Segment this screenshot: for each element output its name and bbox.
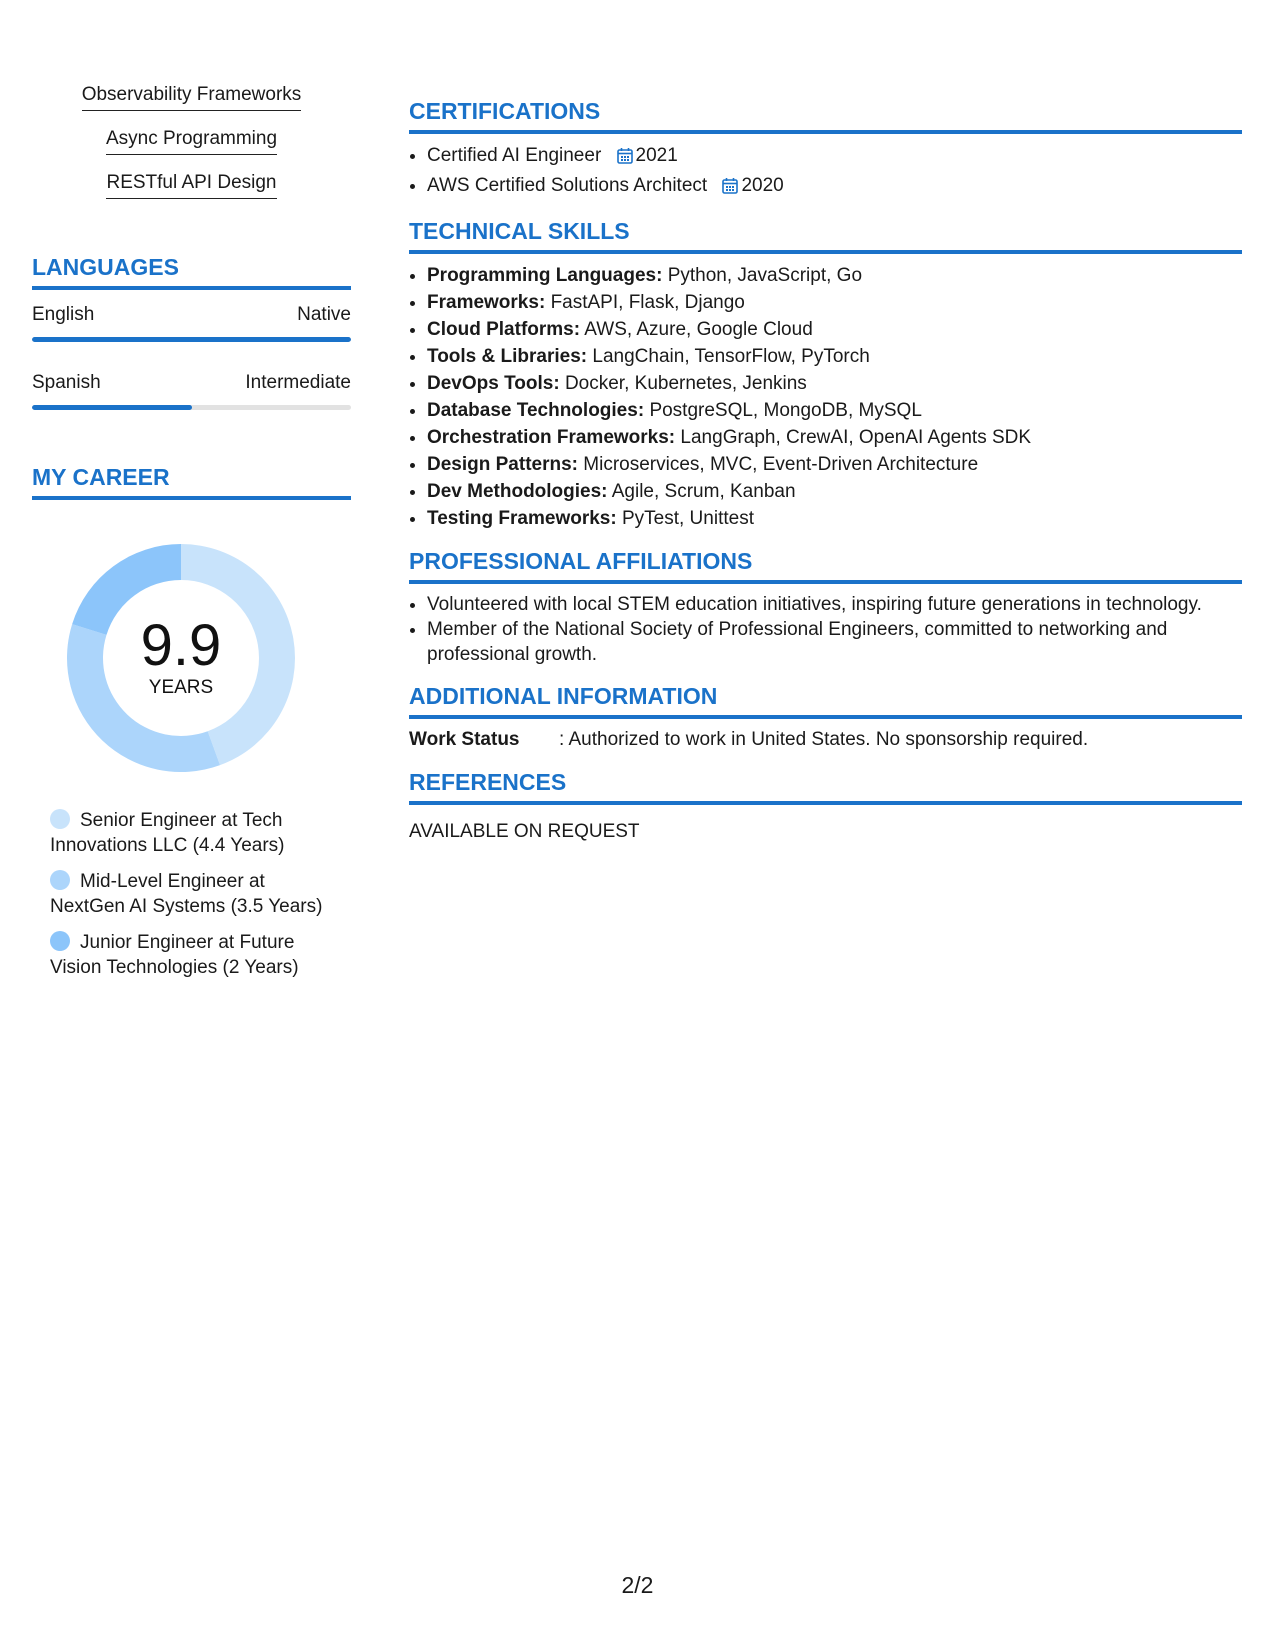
skill-value: AWS, Azure, Google Cloud: [584, 319, 813, 340]
skill-value: Python, JavaScript, Go: [667, 265, 863, 286]
list-item: [427, 478, 1242, 505]
legend-label: Senior Engineer at Tech Innovations LLC (4.4 Years): [50, 810, 285, 856]
list-item: [427, 343, 1242, 370]
list-item: [427, 424, 1242, 451]
affiliations-title: PROFESSIONAL AFFILIATIONS: [409, 546, 1242, 584]
skill-value: PostgreSQL, MongoDB, MySQL: [649, 400, 922, 421]
certifications-title: CERTIFICATIONS: [409, 96, 1242, 134]
legend-item: [50, 930, 340, 980]
languages-section: [32, 252, 351, 410]
career-title: MY CAREER: [32, 462, 351, 500]
language-bar: [32, 405, 351, 410]
languages-title: LANGUAGES: [32, 252, 351, 290]
technical-skills-section: [409, 216, 1242, 532]
references-text: AVAILABLE ON REQUEST: [409, 821, 640, 842]
list-item: • Volunteered with local STEM education initiatives, inspiring future generations in technology.: [427, 592, 1242, 617]
skill-label: Tools & Libraries:: [427, 346, 588, 367]
page-number: 2/2: [621, 1572, 654, 1598]
skill-label: Frameworks:: [427, 292, 546, 313]
language-bar: [32, 337, 351, 342]
legend-label: Mid-Level Engineer at NextGen AI Systems (3.5 Years): [50, 871, 323, 917]
skill-tag: Observability Frameworks: [82, 82, 302, 111]
calendar-icon: [617, 145, 633, 172]
additional-info-section: [409, 681, 1242, 753]
language-name: Spanish: [32, 372, 101, 393]
legend-label: Junior Engineer at Future Vision Technologies (2 Years): [50, 932, 299, 978]
language-item: [32, 302, 351, 342]
certifications-list: [409, 142, 1242, 202]
technical-skills-list: [409, 262, 1242, 532]
skill-label: Cloud Platforms:: [427, 319, 581, 340]
work-status-row: [409, 727, 1242, 753]
skill-label: Testing Frameworks:: [427, 508, 617, 529]
calendar-icon: [722, 175, 738, 202]
references-title: REFERENCES: [409, 767, 1242, 805]
affiliations-section: [409, 546, 1242, 667]
career-legend: [50, 808, 340, 980]
certification-year: 2020: [741, 175, 784, 196]
skill-label: Database Technologies:: [427, 400, 645, 421]
list-item: [427, 172, 1242, 202]
skill-tag: RESTful API Design: [106, 170, 276, 199]
additional-info-title: ADDITIONAL INFORMATION: [409, 681, 1242, 719]
list-item: [427, 262, 1242, 289]
skill-value: Microservices, MVC, Event-Driven Architecture: [583, 454, 979, 475]
language-item: [32, 370, 351, 410]
career-total: 9.9: [140, 613, 222, 678]
work-status-label: Work Status: [409, 729, 520, 750]
list-item: [427, 505, 1242, 532]
technical-skills-title: TECHNICAL SKILLS: [409, 216, 1242, 254]
legend-item: [50, 808, 340, 858]
certifications-section: [409, 96, 1242, 202]
work-status-value: : Authorized to work in United States. No sponsorship required.: [559, 729, 1089, 750]
skill-label: DevOps Tools:: [427, 373, 560, 394]
language-level: Native: [297, 304, 351, 325]
skill-value: LangGraph, CrewAI, OpenAI Agents SDK: [680, 427, 1032, 448]
skill-value: Docker, Kubernetes, Jenkins: [564, 373, 807, 394]
legend-dot: [50, 931, 70, 951]
list-item: [427, 316, 1242, 343]
language-level: Intermediate: [245, 372, 351, 393]
list-item: [427, 370, 1242, 397]
skill-value: FastAPI, Flask, Django: [550, 292, 745, 313]
list-item: [427, 142, 1242, 172]
legend-dot: [50, 809, 70, 829]
language-bar-fill: [32, 337, 351, 342]
skills-list: [32, 82, 351, 214]
language-name: English: [32, 304, 95, 325]
list-item: [427, 289, 1242, 316]
certification-name: Certified AI Engineer: [427, 145, 602, 166]
list-item: [427, 451, 1242, 478]
legend-dot: [50, 870, 70, 890]
list-item: • Member of the National Society of Professional Engineers, committed to networking and professional growth.: [427, 617, 1242, 667]
certification-name: AWS Certified Solutions Architect: [427, 175, 708, 196]
career-section: [32, 462, 351, 980]
legend-item: [50, 869, 340, 919]
right-column: [409, 92, 1242, 845]
language-bar-fill: [32, 405, 192, 410]
certification-year: 2021: [635, 145, 678, 166]
affiliations-list: [409, 592, 1242, 667]
list-item: [427, 397, 1242, 424]
skill-value: LangChain, TensorFlow, PyTorch: [592, 346, 870, 367]
references-section: [409, 767, 1242, 845]
left-column: [32, 82, 351, 991]
skill-label: Orchestration Frameworks:: [427, 427, 676, 448]
career-unit: YEARS: [148, 677, 214, 698]
career-donut: [67, 544, 295, 772]
skill-value: Agile, Scrum, Kanban: [611, 481, 796, 502]
skill-value: PyTest, Unittest: [621, 508, 754, 529]
skill-tag: Async Programming: [106, 126, 277, 155]
skill-label: Dev Methodologies:: [427, 481, 608, 502]
skill-label: Programming Languages:: [427, 265, 663, 286]
skill-label: Design Patterns:: [427, 454, 578, 475]
